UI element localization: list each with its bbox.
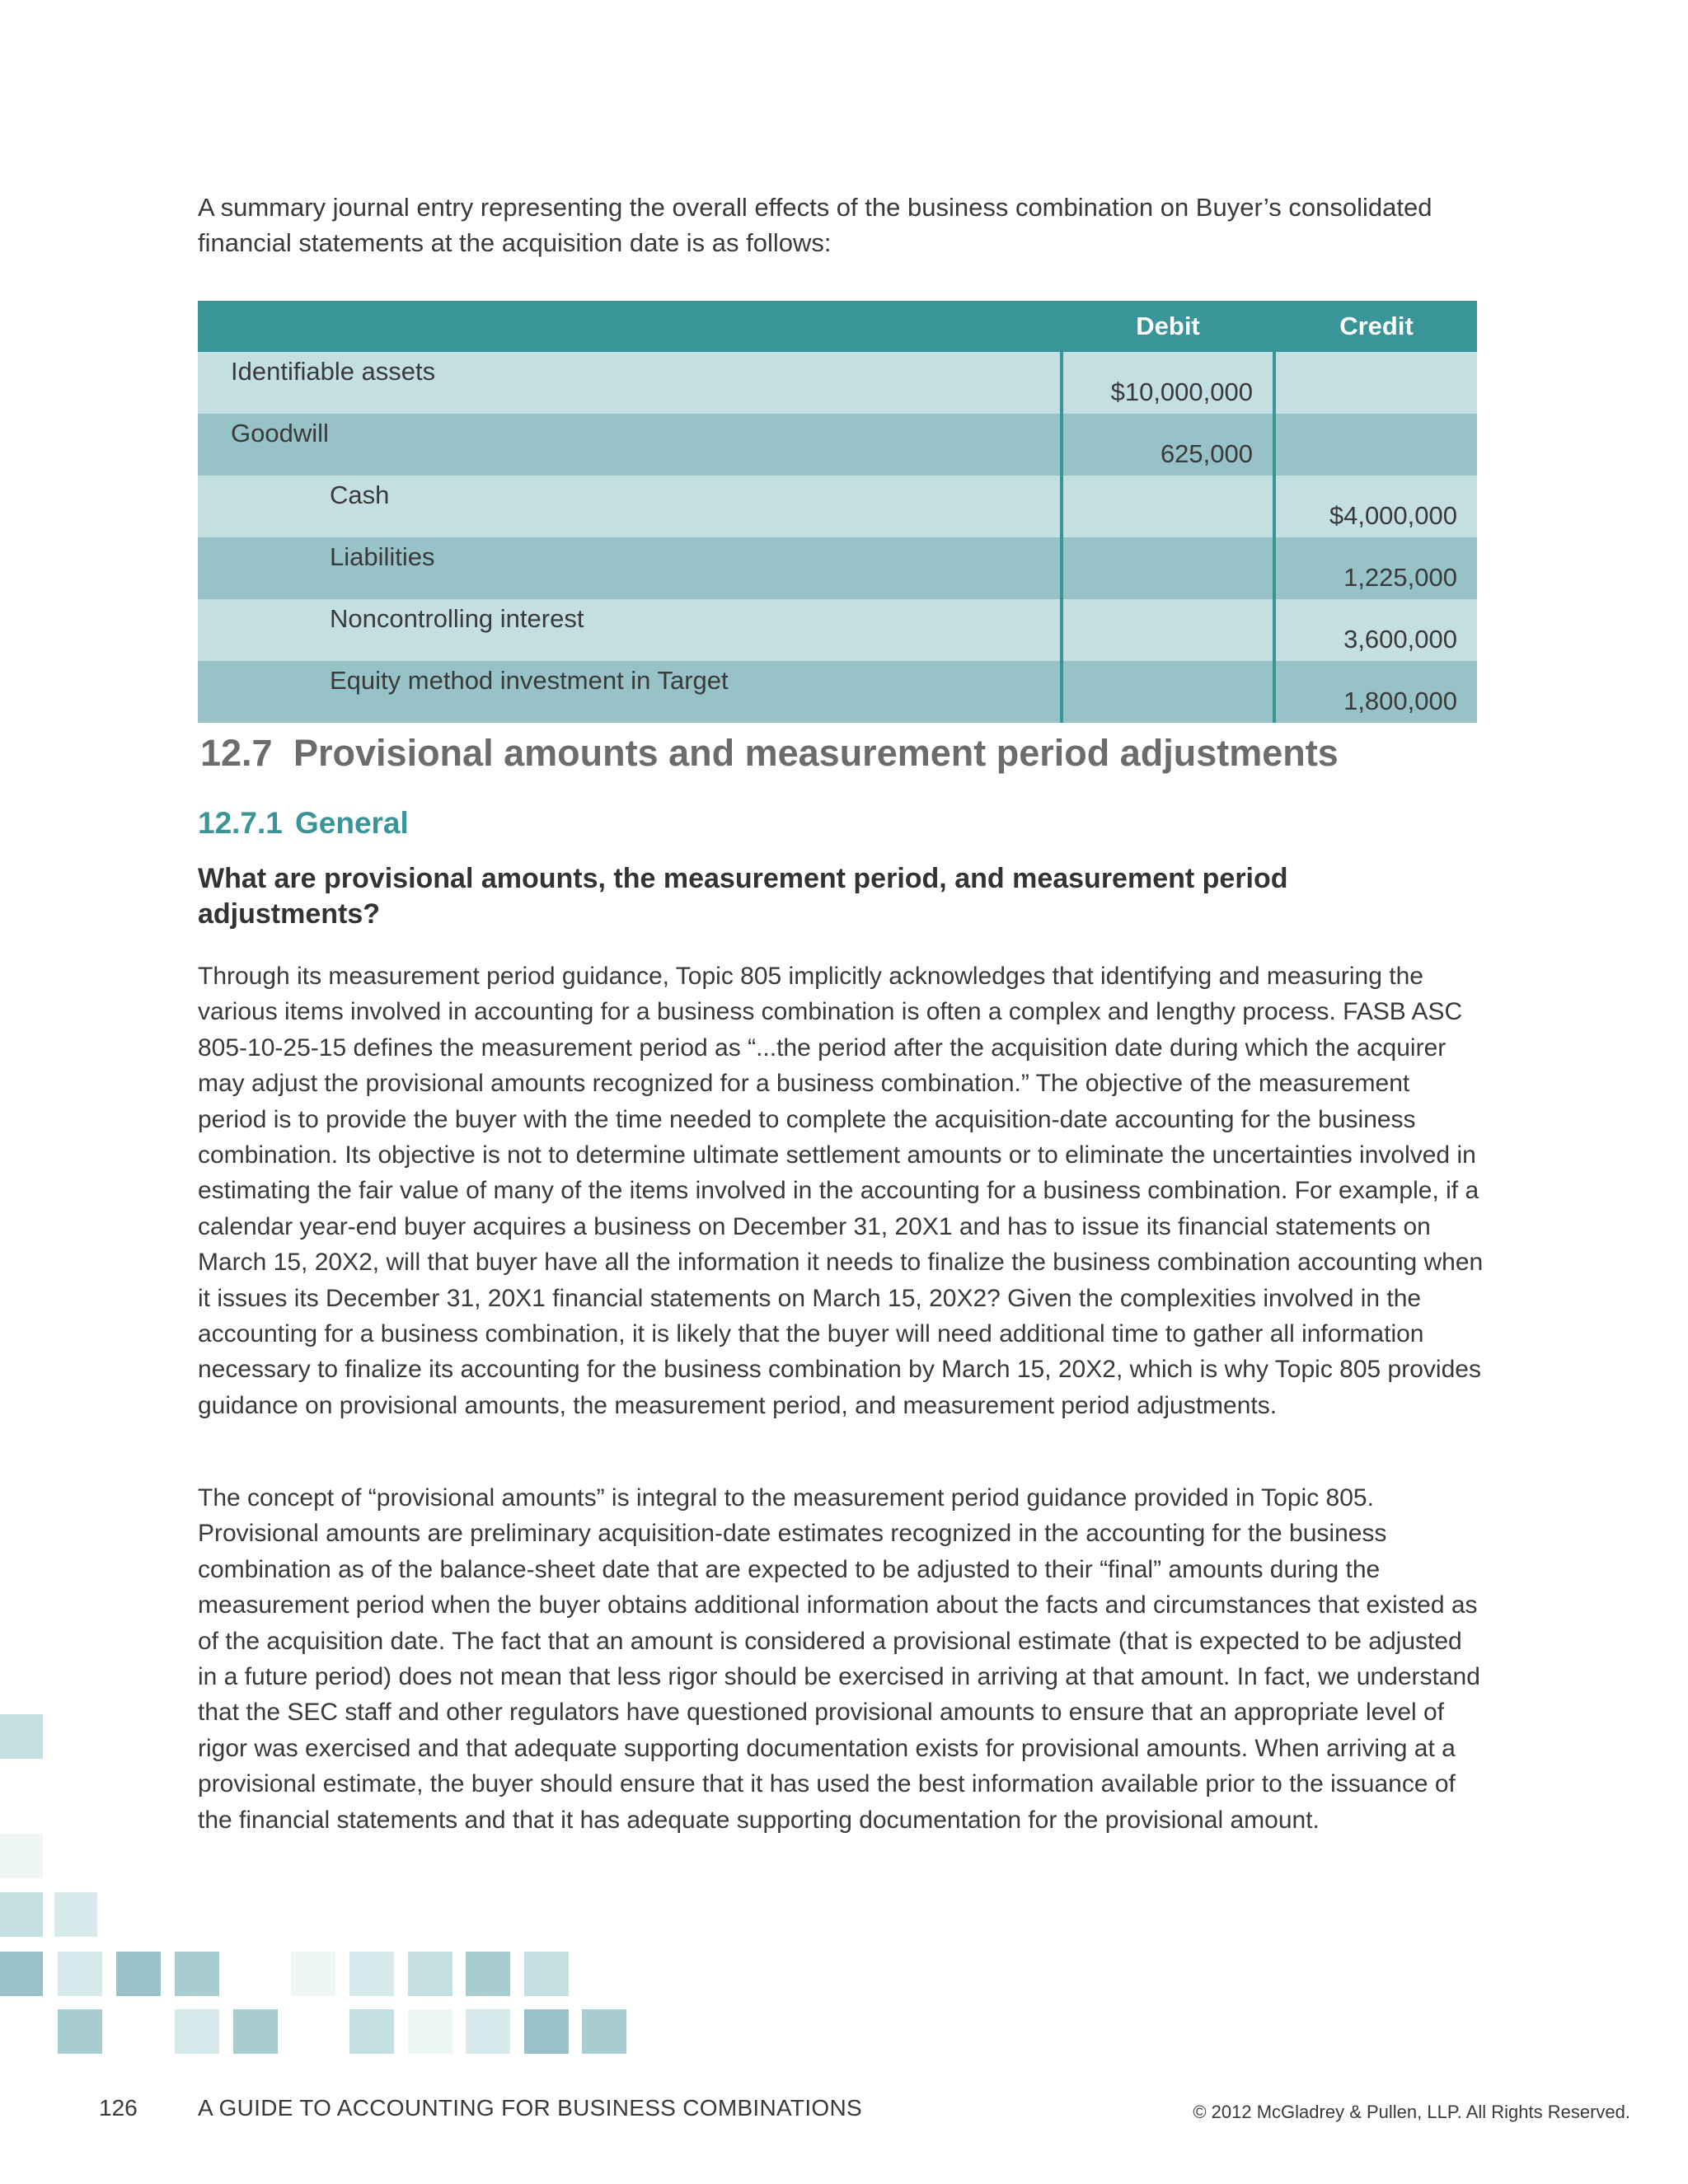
decorative-square bbox=[233, 2009, 278, 2054]
subsection-heading bbox=[198, 806, 409, 841]
credit-cell: 1,800,000 bbox=[1274, 661, 1477, 723]
decorative-square bbox=[0, 1714, 43, 1759]
account-cell: Cash bbox=[198, 476, 1062, 537]
table-row bbox=[198, 537, 1477, 599]
decorative-square bbox=[291, 1952, 335, 1996]
body-paragraph-2: The concept of “provisional amounts” is integral to the measurement period guidance provided in Topic 805. Provisional amounts are preliminary acquisition-date estimates recognized in the accounting for the business combination as of the balance-sheet date that are expected to be adjusted to their “final” amounts during the measurement period when the buyer obtains additional information about the facts and circumstances that existed as of the acquisition date. The fact that an amount is considered a provisional estimate (that is expected to be adjusted in a future period) does not mean that less rigor should be exercised in arriving at that amount. In fact, we understand that the SEC staff and other regulators have questioned provisional amounts to ensure that an appropriate level of rigor was exercised and that adequate supporting documentation exists for provisional amounts. When arriving at a provisional estimate, the buyer should ensure that it has used the best information available prior to the issuance of the financial statements and that it has adequate supporting documentation for the provisional amount. bbox=[198, 1484, 1480, 1834]
credit-cell: $4,000,000 bbox=[1274, 476, 1477, 537]
table-row bbox=[198, 661, 1477, 723]
journal-entry-table bbox=[198, 301, 1477, 723]
decorative-square bbox=[349, 2009, 394, 2054]
decorative-square bbox=[175, 1952, 219, 1996]
decorative-square bbox=[408, 1952, 452, 1996]
subsection-number: 12.7.1 bbox=[198, 806, 283, 840]
section-title: Provisional amounts and measurement period adjustments bbox=[293, 732, 1339, 774]
decorative-square bbox=[0, 1892, 43, 1937]
account-column-header bbox=[198, 301, 1062, 352]
copyright-notice: © 2012 McGladrey & Pullen, LLP. All Rights Reserved. bbox=[1193, 2102, 1630, 2122]
credit-cell bbox=[1274, 414, 1477, 476]
table-row bbox=[198, 352, 1477, 414]
account-cell: Equity method investment in Target bbox=[198, 661, 1062, 723]
section-heading bbox=[200, 732, 1339, 775]
table-row bbox=[198, 414, 1477, 476]
decorative-square bbox=[58, 1952, 102, 1996]
decorative-square bbox=[0, 1834, 43, 1878]
table-row bbox=[198, 476, 1477, 537]
decorative-square bbox=[175, 2009, 219, 2054]
account-cell: Identifiable assets bbox=[198, 352, 1062, 414]
account-cell: Goodwill bbox=[198, 414, 1062, 476]
decorative-square bbox=[466, 1952, 510, 1996]
decorative-square bbox=[524, 2009, 569, 2054]
decorative-square bbox=[408, 2009, 452, 2054]
credit-cell: 1,225,000 bbox=[1274, 537, 1477, 599]
decorative-square bbox=[349, 1952, 394, 1996]
debit-column-header: Debit bbox=[1062, 301, 1274, 352]
debit-cell bbox=[1062, 661, 1274, 723]
table-header-row bbox=[198, 301, 1477, 352]
subsection-title: General bbox=[295, 806, 409, 840]
credit-column-header: Credit bbox=[1274, 301, 1477, 352]
account-cell: Noncontrolling interest bbox=[198, 599, 1062, 661]
decorative-square bbox=[0, 1952, 43, 1996]
footer-title: A GUIDE TO ACCOUNTING FOR BUSINESS COMBINATIONS bbox=[198, 2095, 862, 2121]
table-row bbox=[198, 599, 1477, 661]
question-heading: What are provisional amounts, the measurement period, and measurement period adjustments? bbox=[198, 863, 1288, 930]
intro-text: A summary journal entry representing the overall effects of the business combination on Buyer’s consolidated financial statements at the acquisition date is as follows: bbox=[198, 193, 1432, 257]
page-number: 126 bbox=[99, 2095, 138, 2121]
debit-cell bbox=[1062, 476, 1274, 537]
decorative-square bbox=[466, 2009, 510, 2054]
decorative-square bbox=[116, 1952, 161, 1996]
decorative-square bbox=[582, 2009, 626, 2054]
credit-cell bbox=[1274, 352, 1477, 414]
debit-cell bbox=[1062, 537, 1274, 599]
body-paragraph-1: Through its measurement period guidance, Topic 805 implicitly acknowledges that identifying and measuring the various items involved in accounting for a business combination is often a complex and lengthy process. FASB ASC 805-10-25-15 defines the measurement period as “...the period after the acquisition date during which the acquirer may adjust the provisional amounts recognized for a business combination.” The objective of the measurement period is to provide the buyer with the time needed to complete the acquisition-date accounting for the business combination. Its objective is not to determine ultimate settlement amounts or to eliminate the uncertainties involved in estimating the fair value of many of the items involved in the accounting for a business combination. For example, if a calendar year-end buyer acquires a business on December 31, 20X1 and has to issue its financial statements on March 15, 20X2, will that buyer have all the information it needs to finalize the business combination accounting when it issues its December 31, 20X1 financial statements on March 15, 20X2? Given the complexities involved in the accounting for a business combination, it is likely that the buyer will need additional time to gather all information necessary to finalize its accounting for the business combination by March 15, 20X2, which is why Topic 805 provides guidance on provisional amounts, the measurement period, and measurement period adjustments. bbox=[198, 963, 1484, 1419]
decorative-square bbox=[58, 2009, 102, 2054]
debit-cell: 625,000 bbox=[1062, 414, 1274, 476]
debit-cell: $10,000,000 bbox=[1062, 352, 1274, 414]
credit-cell: 3,600,000 bbox=[1274, 599, 1477, 661]
decorative-square bbox=[54, 1892, 97, 1937]
section-number: 12.7 bbox=[200, 732, 273, 774]
debit-cell bbox=[1062, 599, 1274, 661]
decorative-square bbox=[524, 1952, 569, 1996]
account-cell: Liabilities bbox=[198, 537, 1062, 599]
